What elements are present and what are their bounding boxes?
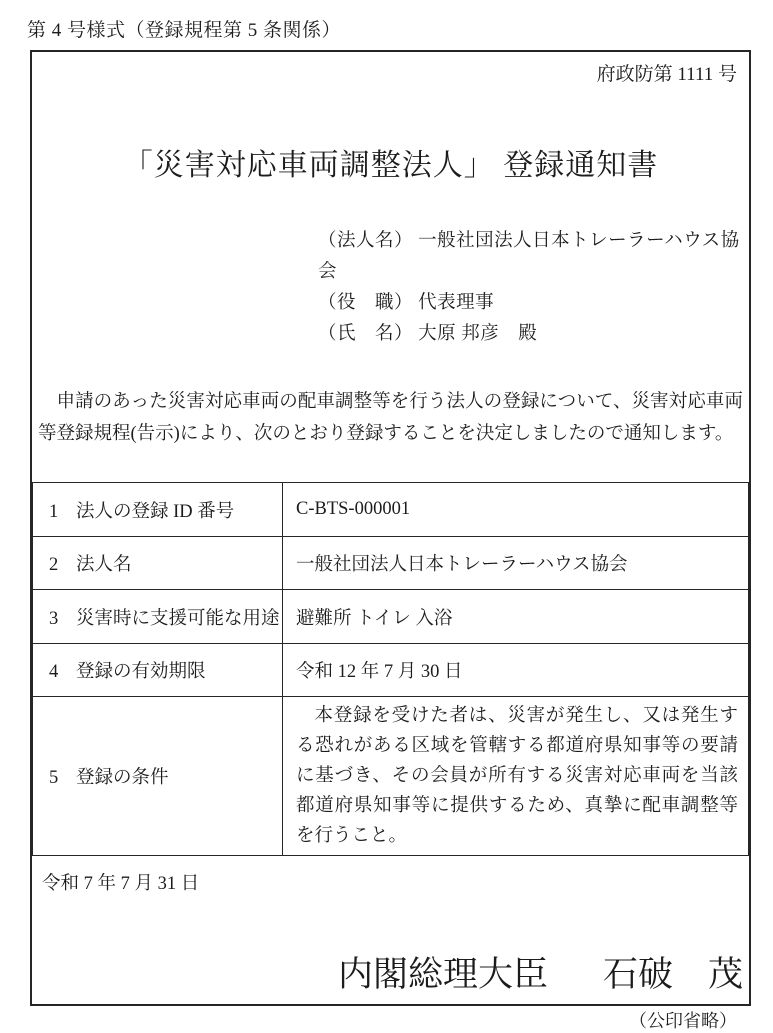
row-value-cell: 本登録を受けた者は、災害が発生し、又は発生する恐れがある区域を管轄する都道府県知事等の要請に基づき、その会員が所有する災害対応車両を当該都道府県知事等に提供するため、真摯に配車調整等を行うこと。: [283, 697, 749, 856]
row-value-cell: 令和 12 年 7 月 30 日: [283, 644, 749, 697]
seal-omitted-note: （公印省略）: [629, 1011, 737, 1031]
row-label: 登録の条件: [76, 768, 169, 788]
row-number: 3: [49, 608, 59, 629]
document-border-box: [30, 50, 751, 1031]
table-row: [33, 590, 749, 644]
row-number: 1: [49, 501, 59, 522]
document-title: 「災害対応車両調整法人」 登録通知書: [122, 149, 659, 182]
row-label-cell: [33, 537, 283, 590]
row-number: 2: [49, 555, 59, 575]
table-row: [33, 697, 749, 856]
notification-body-text: 申請のあった災害対応車両の配車調整等を行う法人の登録について、災害対応車両等登録規程(告示)により、次のとおり登録することを決定しましたので通知します。: [38, 392, 743, 444]
row-label-cell: [33, 483, 283, 537]
official-document-number: 府政防第 1111 号: [596, 64, 737, 85]
row-value-cell: 避難所 トイレ 入浴: [283, 590, 749, 644]
row-value-cell: 一般社団法人日本トレーラーハウス協会: [283, 537, 749, 590]
row-value-cell: C-BTS-000001: [283, 483, 749, 537]
recipient-block: [318, 226, 749, 350]
table-row: [33, 537, 749, 590]
signer-name: 石破 茂: [602, 955, 743, 994]
recipient-position-line: （役 職） 代表理事: [318, 293, 495, 313]
signer-title: 内閣総理大臣: [337, 955, 548, 994]
issue-date: 令和 7 年 7 月 31 日: [42, 874, 200, 894]
registration-details-table: [32, 482, 749, 856]
row-label: 法人名: [76, 555, 132, 575]
row-number: 5: [49, 768, 59, 788]
row-label-cell: [33, 590, 283, 644]
table-row: [33, 644, 749, 697]
row-label-cell: [33, 644, 283, 697]
row-label-cell: [33, 697, 283, 856]
row-label: 災害時に支援可能な用途: [76, 608, 280, 629]
table-row: [33, 483, 749, 537]
row-label: 法人の登録 ID 番号: [76, 501, 235, 522]
form-number-label: 第 4 号様式（登録規程第 5 条関係）: [27, 20, 342, 41]
recipient-name-line: （氏 名） 大原 邦彦 殿: [318, 324, 538, 344]
signature-line: [32, 947, 749, 997]
row-number: 4: [49, 662, 59, 682]
row-label: 登録の有効期限: [76, 662, 206, 682]
recipient-corporation-line: （法人名） 一般社団法人日本トレーラーハウス協会: [318, 231, 740, 282]
